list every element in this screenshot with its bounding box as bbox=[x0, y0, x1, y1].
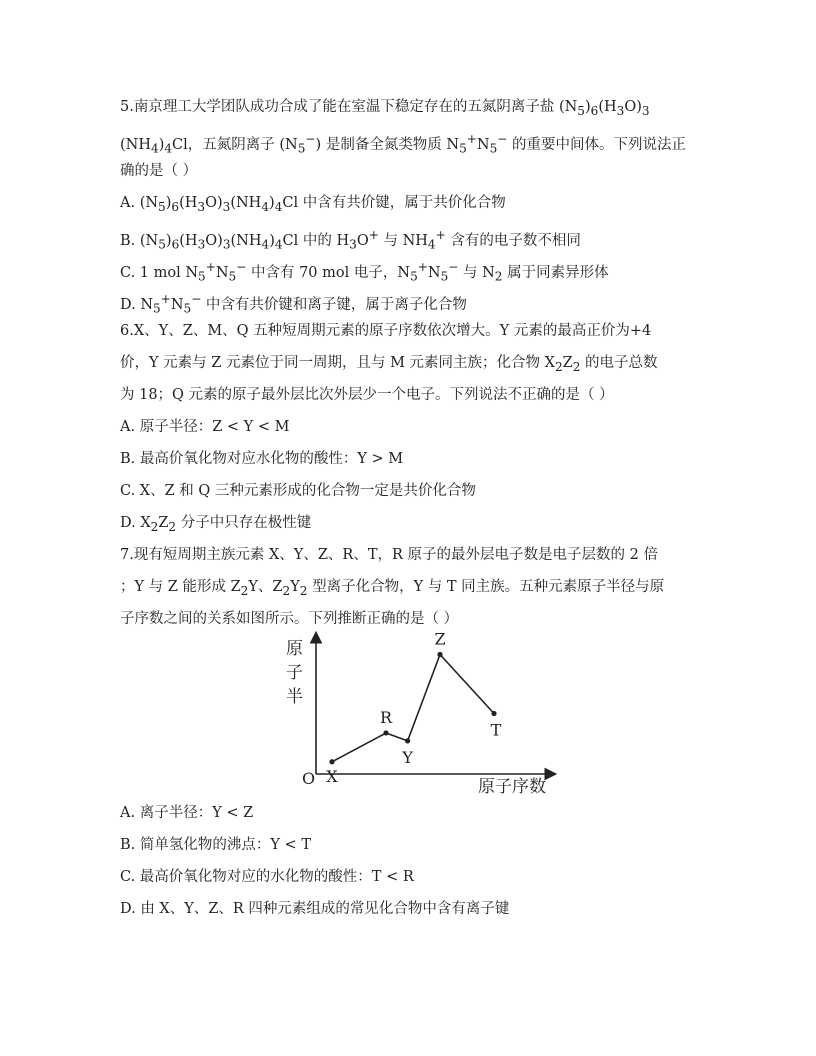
point-z bbox=[437, 652, 442, 657]
q6-option-d: D. $X_2Z_2$ 分子中只存在极性键 bbox=[120, 515, 312, 534]
q7-stem-line-3: 子序数之间的关系如图所示。下列推断正确的是（ ） bbox=[120, 611, 459, 627]
q7-stem-line-1: 7.现有短周期主族元素 X、Y、Z、R、T，R 原子的最外层电子数是电子层数的 2 倍 bbox=[120, 547, 658, 563]
x-axis-label: 原子序数 bbox=[478, 777, 546, 797]
q6-option-c: C. X、Z 和 Q 三种元素形成的化合物一定是共价化合物 bbox=[120, 483, 476, 499]
point-x bbox=[329, 759, 334, 764]
q6-option-a: A. 原子半径：Z < Y < M bbox=[120, 419, 290, 435]
data-points bbox=[326, 629, 501, 785]
point-label-z: Z bbox=[434, 629, 446, 649]
q5-option-d: D. $N_5^+N_5^-$ 中含有共价键和离子键，属于离子化合物 bbox=[120, 292, 467, 316]
q7-option-d: D. 由 X、Y、Z、R 四种元素组成的常见化合物中含有离子键 bbox=[120, 901, 510, 917]
q7-stem-line-2: ；Y 与 Z 能形成 $Z_2Y$、$Z_2Y_2$ 型离子化合物，Y 与 T 同主族。五种元素原子半径与原 bbox=[120, 579, 665, 598]
q5-option-b: B. $(N_5)_6(H_3O)_3(NH_4)_4Cl$ 中的 $H_3O^+$ 与 $NH_4^+$ 含有的电子数不相同 bbox=[120, 228, 581, 252]
q6-option-b: B. 最高价氧化物对应水化物的酸性：Y > M bbox=[120, 451, 404, 467]
point-label-y: Y bbox=[402, 747, 413, 767]
q6-stem-line-2: 价，Y 元素与 Z 元素位于同一周期，且与 M 元素同主族；化合物 $X_2Z_2$ 的电子总数 bbox=[120, 355, 658, 374]
atomic-radius-chart bbox=[280, 628, 560, 798]
point-y bbox=[405, 738, 410, 743]
q5-stem-line-1: 5.南京理工大学团队成功合成了能在室温下稳定存在的五氮阴离子盐 $(N_5)_6(H_3O)_3$ bbox=[120, 99, 650, 118]
point-r bbox=[383, 730, 388, 735]
origin-label: O bbox=[302, 769, 316, 788]
q7-option-b: B. 简单氢化物的沸点：Y < T bbox=[120, 837, 311, 853]
q7-option-c: C. 最高价氧化物对应的水化物的酸性：T < R bbox=[120, 869, 414, 885]
point-t bbox=[491, 711, 496, 716]
q5-stem-line-3: 确的是（ ） bbox=[120, 163, 198, 179]
q5-stem-line-2: $(NH_4)_4Cl$，五氮阴离子 $(N_5^-)$ 是制备全氮类物质 $N_5^+N_5^-$ 的重要中间体。下列说法正 bbox=[120, 132, 687, 156]
q5-option-a: A. $(N_5)_6(H_3O)_3(NH_4)_4Cl$ 中含有共价键，属于共价化合物 bbox=[120, 195, 506, 214]
y-axis-label-1: 原 bbox=[286, 639, 303, 659]
q7-option-a: A. 离子半径：Y < Z bbox=[120, 805, 254, 821]
q6-stem-line-1: 6.X、Y、Z、M、Q 五种短周期元素的原子序数依次增大。Y 元素的最高正价为+4 bbox=[120, 323, 652, 339]
y-axis-label-3: 半 bbox=[286, 687, 303, 707]
point-label-x: X bbox=[326, 766, 338, 786]
q6-stem-line-3: 为 18；Q 元素的原子最外层比次外层少一个电子。下列说法不正确的是（ ） bbox=[120, 387, 614, 403]
point-label-t: T bbox=[490, 720, 502, 740]
series-line bbox=[332, 655, 494, 762]
point-label-r: R bbox=[379, 707, 393, 727]
q5-option-c: C. 1 mol $N_5^+N_5^-$ 中含有 70 mol 电子，$N_5^+N_5^-$ 与 $N_2$ 属于同素异形体 bbox=[120, 260, 609, 284]
y-axis-label-2: 子 bbox=[286, 663, 303, 683]
